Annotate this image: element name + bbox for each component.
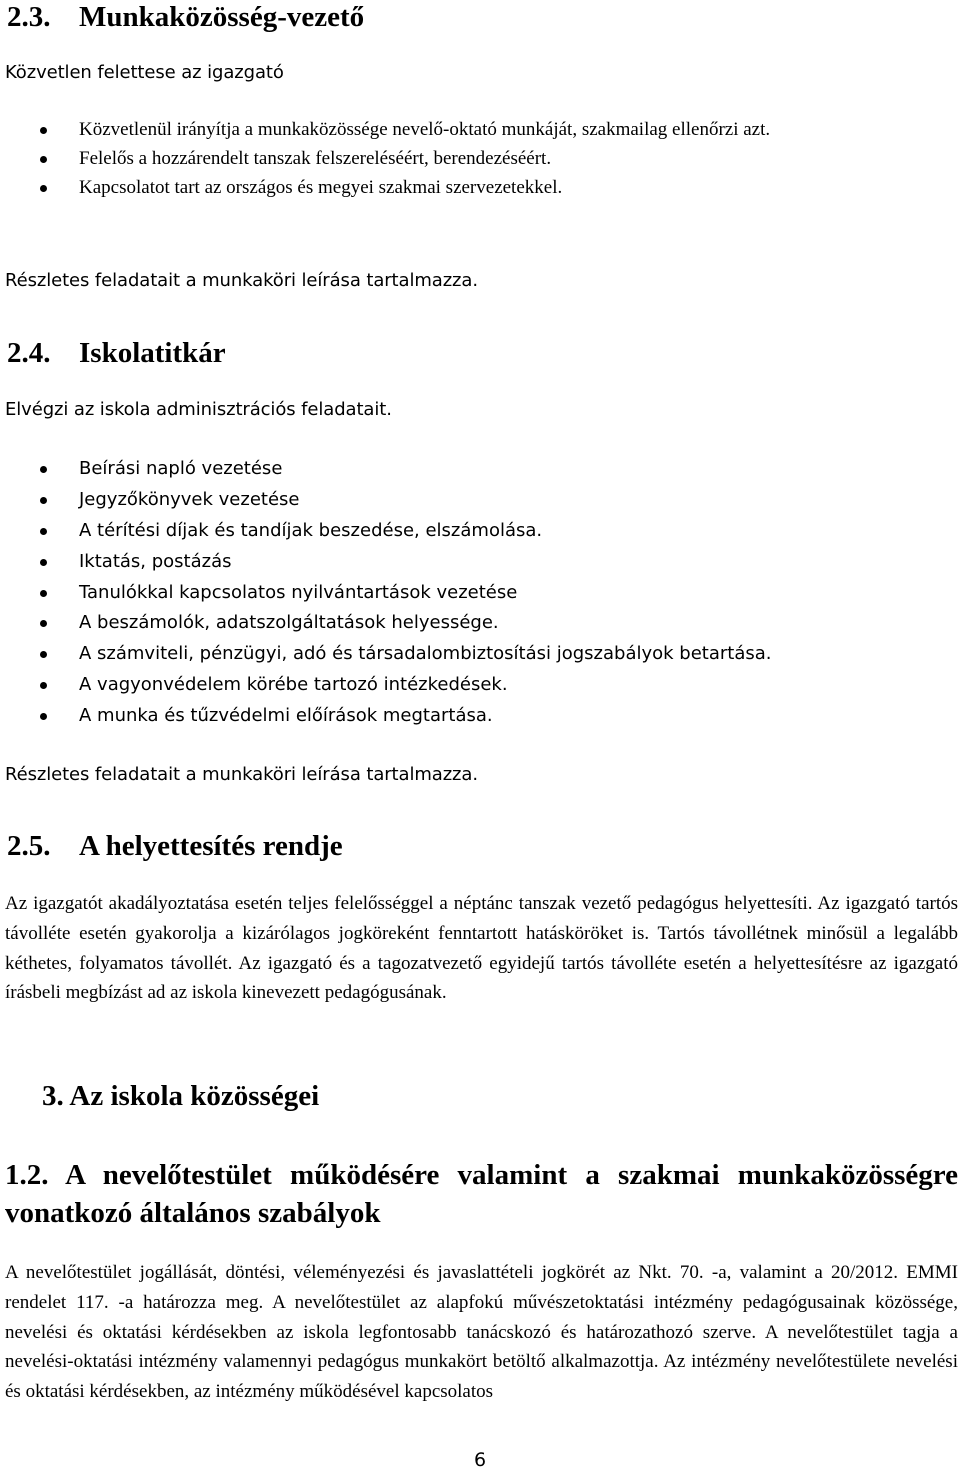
bullet-icon [40, 156, 47, 163]
bullet-icon [40, 590, 47, 597]
bullet-icon [40, 185, 47, 192]
list-item: Beírási napló vezetése [0, 458, 960, 489]
section-title: Munkaközösség-vezető [79, 1, 365, 33]
list-item: Iktatás, postázás [0, 551, 960, 582]
chapter-number: 3. [42, 1080, 64, 1112]
details-note: Részletes feladatait a munkaköri leírása tartalmazza. [5, 764, 478, 785]
list-item: A munka és tűzvédelmi előírások megtartása. [0, 705, 960, 736]
section-heading-2-4 [7, 336, 960, 370]
section-heading-2-5 [7, 829, 960, 863]
faculty-paragraph: A nevelőtestület jogállását, döntési, véleményezési és javaslattételi jogkörét az Nkt. 70. -a, valamint a 20/2012. EMMI rendelet 117. -a határozza meg. A nevelőtestület az alapfokú művészetoktatási intézmény pedagógusainak közössége, nevelési és oktatási kérdésekben az iskola legfontosabb tanácskozó és határozathozó szerve. A nevelőtestület tagja a nevelési-oktatási intézmény valamennyi pedagógus munkakört betöltő alkalmazottja. Az intézmény nevelőtestülete nevelési és oktatási kérdésekben, az intézmény működésével kapcsolatos [5, 1262, 958, 1403]
bullet-icon [40, 559, 47, 566]
list-item: A vagyonvédelem körébe tartozó intézkedések. [0, 674, 960, 705]
list-item: Tanulókkal kapcsolatos nyilvántartások vezetése [0, 582, 960, 613]
page-number: 6 [473, 1449, 487, 1471]
superior-text: Közvetlen felettese az igazgató [5, 62, 284, 83]
list-item: Jegyzőkönyvek vezetése [0, 489, 960, 520]
bullet-icon [40, 682, 47, 689]
duties-list-2-4 [0, 458, 960, 736]
substitution-paragraph: Az igazgatót akadályoztatása esetén teljes felelősséggel a néptánc tanszak vezető pedagógus helyettesíti. Az igazgató tartós távolléte esetén gyakorolja a kizárólagos jogköreként fenntartott hatásköröket is. Tartós távollétnek minősül a legalább kéthetes, folyamatos távollét. Az igazgató és a tagozatvezető egyidejű tartós távolléte esetén a helyettesítésre az igazgató írásbeli megbízást ad az iskola kinevezett pedagógusának. [5, 893, 958, 1004]
bullet-icon [40, 713, 47, 720]
bullet-icon [40, 651, 47, 658]
details-note: Részletes feladatait a munkaköri leírása tartalmazza. [5, 270, 478, 291]
section-title: Iskolatitkár [79, 337, 226, 369]
section-heading-1-2: 1.2. A nevelőtestület működésére valamint a szakmai munkaközösségre vonatkozó általános szabályok [5, 1159, 958, 1229]
bullet-icon [40, 127, 47, 134]
list-item: Közvetlenül irányítja a munkaközössége nevelő-oktató munkáját, szakmailag ellenőrzi azt. [0, 119, 960, 141]
bullet-icon [40, 620, 47, 627]
chapter-title: Az iskola közösségei [69, 1080, 320, 1112]
section-heading-2-3 [7, 0, 960, 34]
list-item: A beszámolók, adatszolgáltatások helyessége. [0, 612, 960, 643]
bullet-icon [40, 528, 47, 535]
list-item: Kapcsolatot tart az országos és megyei szakmai szervezetekkel. [0, 177, 960, 199]
bullet-icon [40, 466, 47, 473]
list-item: A számviteli, pénzügyi, adó és társadalombiztosítási jogszabályok betartása. [0, 643, 960, 674]
section-title: A helyettesítés rendje [79, 830, 343, 862]
bullet-icon [40, 497, 47, 504]
section-number: 2.5. [7, 830, 51, 862]
intro-text: Elvégzi az iskola adminisztrációs feladatait. [5, 399, 392, 420]
list-item: Felelős a hozzárendelt tanszak felszereléséért, berendezéséért. [0, 148, 960, 170]
duties-list-2-3 [0, 119, 960, 207]
section-number: 2.4. [7, 337, 51, 369]
section-number: 2.3. [7, 1, 51, 33]
list-item: A térítési díjak és tandíjak beszedése, elszámolása. [0, 520, 960, 551]
chapter-heading-3 [42, 1079, 960, 1113]
